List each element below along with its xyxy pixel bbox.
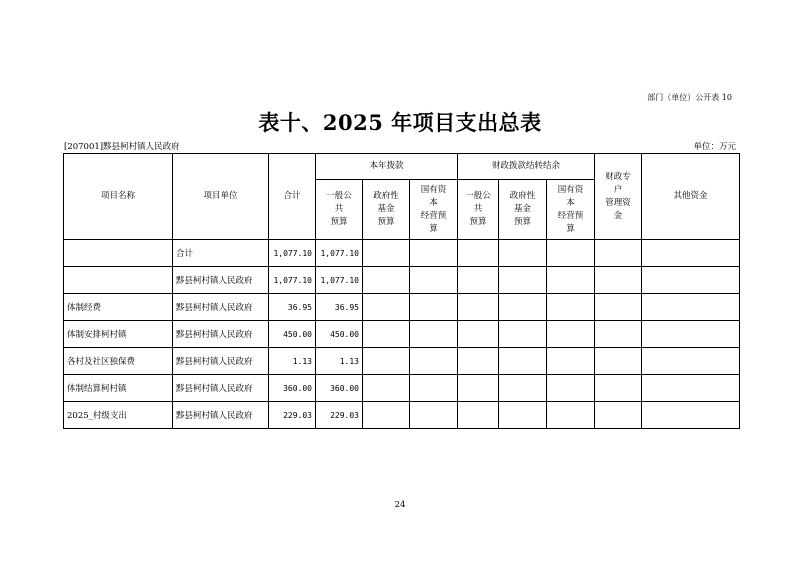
header-cy-gov-fund-budget: 政府性 基金 预算 bbox=[363, 180, 410, 240]
cell-general-budget: 1,077.10 bbox=[316, 240, 363, 267]
cell-empty bbox=[363, 348, 410, 375]
header-cy-state-capital-budget: 国有资 本 经营预 算 bbox=[410, 180, 458, 240]
cell-project-name bbox=[64, 267, 173, 294]
cell-empty bbox=[595, 267, 642, 294]
cell-project-name: 体制经费 bbox=[64, 294, 173, 321]
cell-empty bbox=[595, 240, 642, 267]
cell-general-budget: 36.95 bbox=[316, 294, 363, 321]
cell-general-budget: 229.03 bbox=[316, 402, 363, 429]
cell-total: 450.00 bbox=[269, 321, 316, 348]
header-other-funds: 其他资金 bbox=[642, 154, 740, 240]
cell-empty bbox=[547, 375, 595, 402]
cell-empty bbox=[642, 240, 740, 267]
page-number: 24 bbox=[394, 500, 406, 510]
cell-empty bbox=[499, 321, 547, 348]
cell-project-name: 体制结算柯村镇 bbox=[64, 375, 173, 402]
cell-empty bbox=[547, 267, 595, 294]
project-expenditure-table bbox=[63, 153, 740, 429]
cell-empty bbox=[410, 294, 458, 321]
cell-general-budget: 360.00 bbox=[316, 375, 363, 402]
cell-empty bbox=[363, 240, 410, 267]
header-project-unit: 项目单位 bbox=[173, 154, 269, 240]
cell-project-unit: 黟县柯村镇人民政府 bbox=[173, 348, 269, 375]
cell-empty bbox=[642, 321, 740, 348]
cell-empty bbox=[458, 294, 499, 321]
cell-empty bbox=[458, 321, 499, 348]
cell-empty bbox=[458, 267, 499, 294]
table-id-label: 部门（单位）公开表 10 bbox=[647, 93, 732, 102]
cell-empty bbox=[410, 375, 458, 402]
cell-empty bbox=[363, 294, 410, 321]
cell-project-name: 2025_村级支出 bbox=[64, 402, 173, 429]
cell-total: 36.95 bbox=[269, 294, 316, 321]
cell-empty bbox=[499, 240, 547, 267]
cell-empty bbox=[458, 375, 499, 402]
cell-total: 360.00 bbox=[269, 375, 316, 402]
cell-empty bbox=[595, 321, 642, 348]
cell-empty bbox=[499, 348, 547, 375]
cell-empty bbox=[410, 348, 458, 375]
page-title: 表十、2025 年项目支出总表 bbox=[258, 110, 542, 135]
cell-general-budget: 1,077.10 bbox=[316, 267, 363, 294]
cell-empty bbox=[642, 267, 740, 294]
cell-empty bbox=[410, 240, 458, 267]
header-co-gov-fund-budget: 政府性 基金 预算 bbox=[499, 180, 547, 240]
table-row bbox=[64, 348, 740, 375]
cell-project-unit: 黟县柯村镇人民政府 bbox=[173, 294, 269, 321]
cell-empty bbox=[363, 321, 410, 348]
cell-empty bbox=[595, 402, 642, 429]
header-total: 合计 bbox=[269, 154, 316, 240]
currency-unit-label: 单位：万元 bbox=[693, 142, 736, 152]
cell-empty bbox=[458, 240, 499, 267]
cell-total: 229.03 bbox=[269, 402, 316, 429]
unit-code-label: [207001]黟县柯村镇人民政府 bbox=[64, 142, 180, 152]
header-co-state-capital-budget: 国有资 本 经营预 算 bbox=[547, 180, 595, 240]
cell-empty bbox=[642, 348, 740, 375]
cell-empty bbox=[547, 402, 595, 429]
cell-empty bbox=[642, 375, 740, 402]
cell-empty bbox=[547, 348, 595, 375]
header-project-name: 项目名称 bbox=[64, 154, 173, 240]
cell-empty bbox=[410, 267, 458, 294]
header-current-year-allocation: 本年拨款 bbox=[316, 154, 458, 180]
cell-project-name bbox=[64, 240, 173, 267]
table-row bbox=[64, 267, 740, 294]
cell-project-unit: 黟县柯村镇人民政府 bbox=[173, 321, 269, 348]
cell-empty bbox=[363, 402, 410, 429]
cell-general-budget: 450.00 bbox=[316, 321, 363, 348]
cell-project-name: 体制安排柯村镇 bbox=[64, 321, 173, 348]
cell-empty bbox=[547, 294, 595, 321]
table-row bbox=[64, 321, 740, 348]
header-special-account-funds: 财政专 户 管理资 金 bbox=[595, 154, 642, 240]
cell-total: 1.13 bbox=[269, 348, 316, 375]
header-cy-general-budget: 一般公 共 预算 bbox=[316, 180, 363, 240]
cell-empty bbox=[547, 321, 595, 348]
table-row bbox=[64, 375, 740, 402]
cell-project-name: 各村及社区独保费 bbox=[64, 348, 173, 375]
table-row bbox=[64, 240, 740, 267]
cell-project-unit: 黟县柯村镇人民政府 bbox=[173, 402, 269, 429]
cell-empty bbox=[642, 402, 740, 429]
cell-empty bbox=[499, 294, 547, 321]
cell-total: 1,077.10 bbox=[269, 240, 316, 267]
cell-empty bbox=[410, 402, 458, 429]
cell-empty bbox=[595, 375, 642, 402]
cell-empty bbox=[595, 294, 642, 321]
cell-empty bbox=[642, 294, 740, 321]
cell-total: 1,077.10 bbox=[269, 267, 316, 294]
cell-empty bbox=[595, 348, 642, 375]
table-row bbox=[64, 294, 740, 321]
cell-empty bbox=[499, 375, 547, 402]
table-row bbox=[64, 402, 740, 429]
cell-empty bbox=[458, 402, 499, 429]
cell-empty bbox=[363, 375, 410, 402]
cell-empty bbox=[410, 321, 458, 348]
cell-general-budget: 1.13 bbox=[316, 348, 363, 375]
cell-empty bbox=[499, 267, 547, 294]
cell-empty bbox=[458, 348, 499, 375]
header-carryover-balance: 财政拨款结转结余 bbox=[458, 154, 595, 180]
cell-project-unit: 黟县柯村镇人民政府 bbox=[173, 267, 269, 294]
cell-empty bbox=[499, 402, 547, 429]
cell-project-unit: 黟县柯村镇人民政府 bbox=[173, 375, 269, 402]
cell-empty bbox=[547, 240, 595, 267]
header-co-general-budget: 一般公 共 预算 bbox=[458, 180, 499, 240]
cell-empty bbox=[363, 267, 410, 294]
cell-project-unit: 合计 bbox=[173, 240, 269, 267]
